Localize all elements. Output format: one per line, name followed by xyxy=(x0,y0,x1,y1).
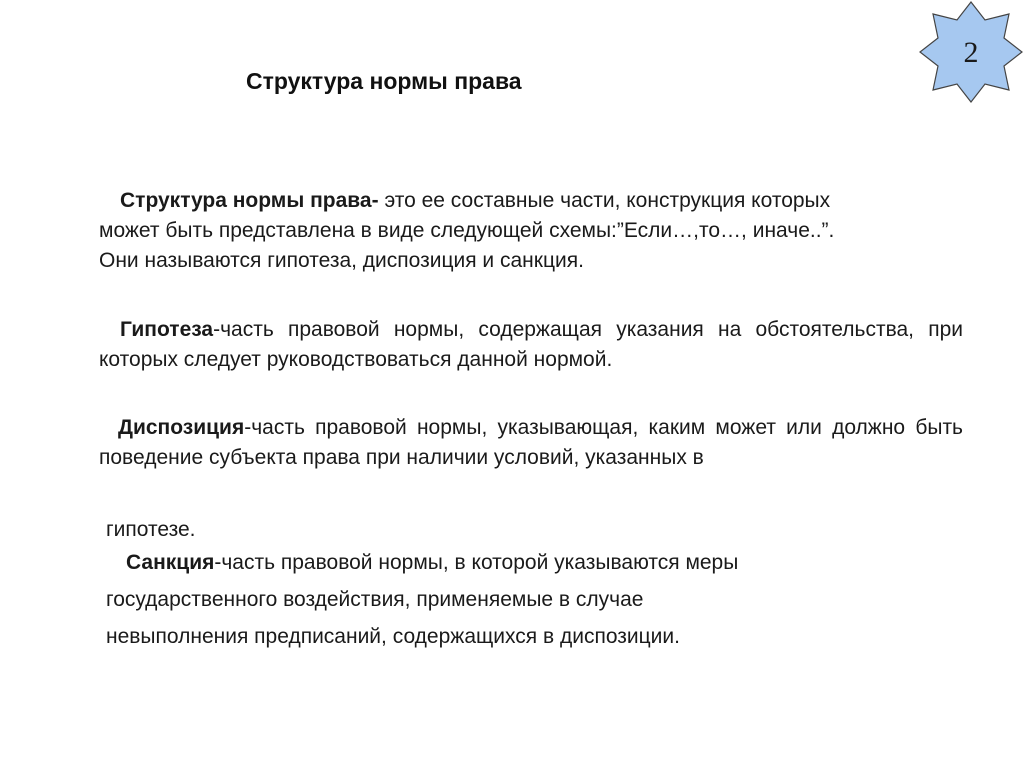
sanction-text: -часть правовой нормы, в которой указываются меры xyxy=(214,551,739,574)
disposition-paragraph xyxy=(99,413,963,473)
disposition-tail: гипотезе. xyxy=(106,518,196,541)
intro-term: Структура нормы права- xyxy=(120,189,379,212)
intro-paragraph xyxy=(99,186,869,276)
slide-title: Структура нормы права xyxy=(246,68,522,94)
slide-number: 2 xyxy=(963,36,979,69)
sanction-line-2: государственного воздействия, применяемые в случае xyxy=(106,588,644,611)
disposition-text: -часть правовой нормы, указывающая, каким может или должно быть поведение субъекта права при наличии условий, указанных в xyxy=(99,416,963,469)
hypothesis-text: -часть правовой нормы, содержащая указания на обстоятельства, при которых следует руководствоваться данной нормой. xyxy=(99,318,963,371)
slide-number-badge xyxy=(918,0,1024,104)
hypothesis-paragraph xyxy=(99,315,963,375)
intro-text: это ее составные части, конструкция которых может быть представлена в виде следующей схемы:”Если…,то…, иначе..”. Они называются гипотеза, диспозиция и санкция. xyxy=(99,189,835,272)
sanction-term: Санкция xyxy=(126,551,215,574)
hypothesis-term: Гипотеза xyxy=(120,318,214,341)
sanction-line-3: невыполнения предписаний, содержащихся в диспозиции. xyxy=(106,625,680,648)
sanction-paragraph xyxy=(106,548,738,578)
disposition-term: Диспозиция xyxy=(118,416,245,439)
